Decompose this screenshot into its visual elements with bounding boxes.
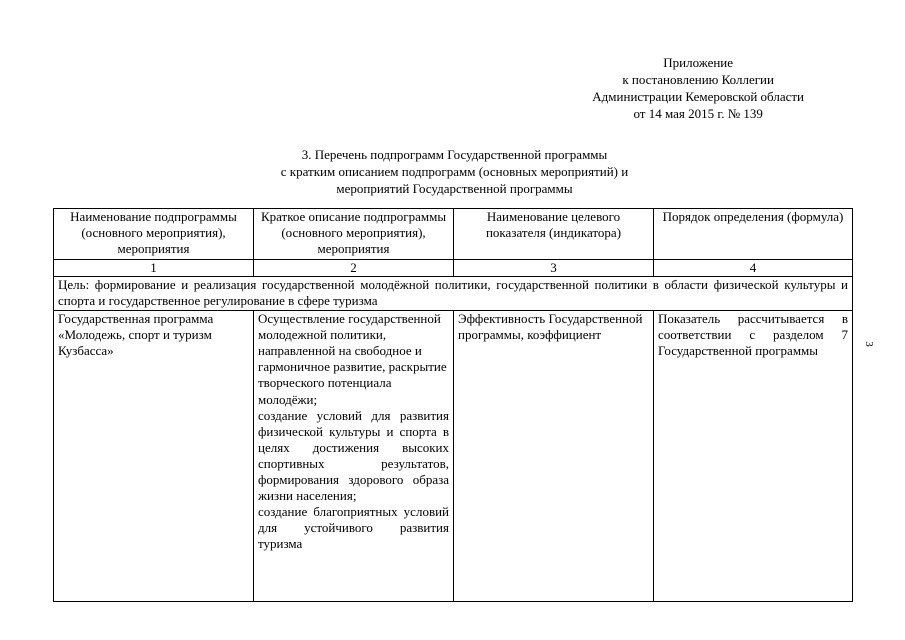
- column-number: 2: [254, 260, 454, 277]
- table-header-row: [54, 209, 853, 260]
- appendix-line: от 14 мая 2015 г. № 139: [633, 106, 763, 121]
- column-number-row: [54, 260, 853, 277]
- subprograms-table: [53, 208, 853, 602]
- description-cell: [254, 311, 454, 602]
- section-heading: [0, 146, 905, 197]
- indicator-cell: Эффективность Государственной программы, коэффициент: [454, 311, 654, 602]
- column-number: 3: [454, 260, 654, 277]
- header-cell: Наименование целевого показателя (индикатора): [454, 209, 654, 260]
- appendix-block: [592, 54, 804, 122]
- table-row: [54, 311, 853, 602]
- subprogram-name-cell: Государственная программа «Молодежь, спорт и туризм Кузбасса»: [54, 311, 254, 602]
- method-cell: Показатель рассчитывается в соответствии с разделом 7 Государственной программы: [654, 311, 853, 602]
- page-number: 3: [862, 341, 875, 347]
- description-part: создание условий для развития физической культуры и спорта в целях достижения высоких спортивных результатов, формирования здорового образа жизни населения;: [258, 407, 449, 504]
- goal-row: [54, 277, 853, 311]
- goal-cell: Цель: формирование и реализация государственной молодёжной политики, государственной политики в области физической культуры и спорта и государственное регулирование в сфере туризма: [54, 277, 853, 311]
- appendix-line: Администрации Кемеровской области: [592, 89, 804, 104]
- appendix-line: к постановлению Коллегии: [622, 72, 774, 87]
- description-part: создание благоприятных условий для устойчивого развития туризма: [258, 504, 449, 552]
- heading-line: 3. Перечень подпрограмм Государственной программы: [301, 147, 608, 162]
- header-cell: Краткое описание подпрограммы (основного мероприятия), мероприятия: [254, 209, 454, 260]
- column-number: 1: [54, 260, 254, 277]
- header-cell: Порядок определения (формула): [654, 209, 853, 260]
- appendix-line: Приложение: [663, 55, 734, 70]
- heading-line: мероприятий Государственной программы: [336, 181, 573, 196]
- heading-line: с кратким описанием подпрограмм (основных мероприятий) и: [280, 164, 629, 179]
- header-cell: Наименование подпрограммы (основного мероприятия), мероприятия: [54, 209, 254, 260]
- column-number: 4: [654, 260, 853, 277]
- description-part: Осуществление государственной молодежной политики, направленной на свободное и гармоничное развитие, раскрытие творческого потенциала молодёжи;: [258, 311, 447, 407]
